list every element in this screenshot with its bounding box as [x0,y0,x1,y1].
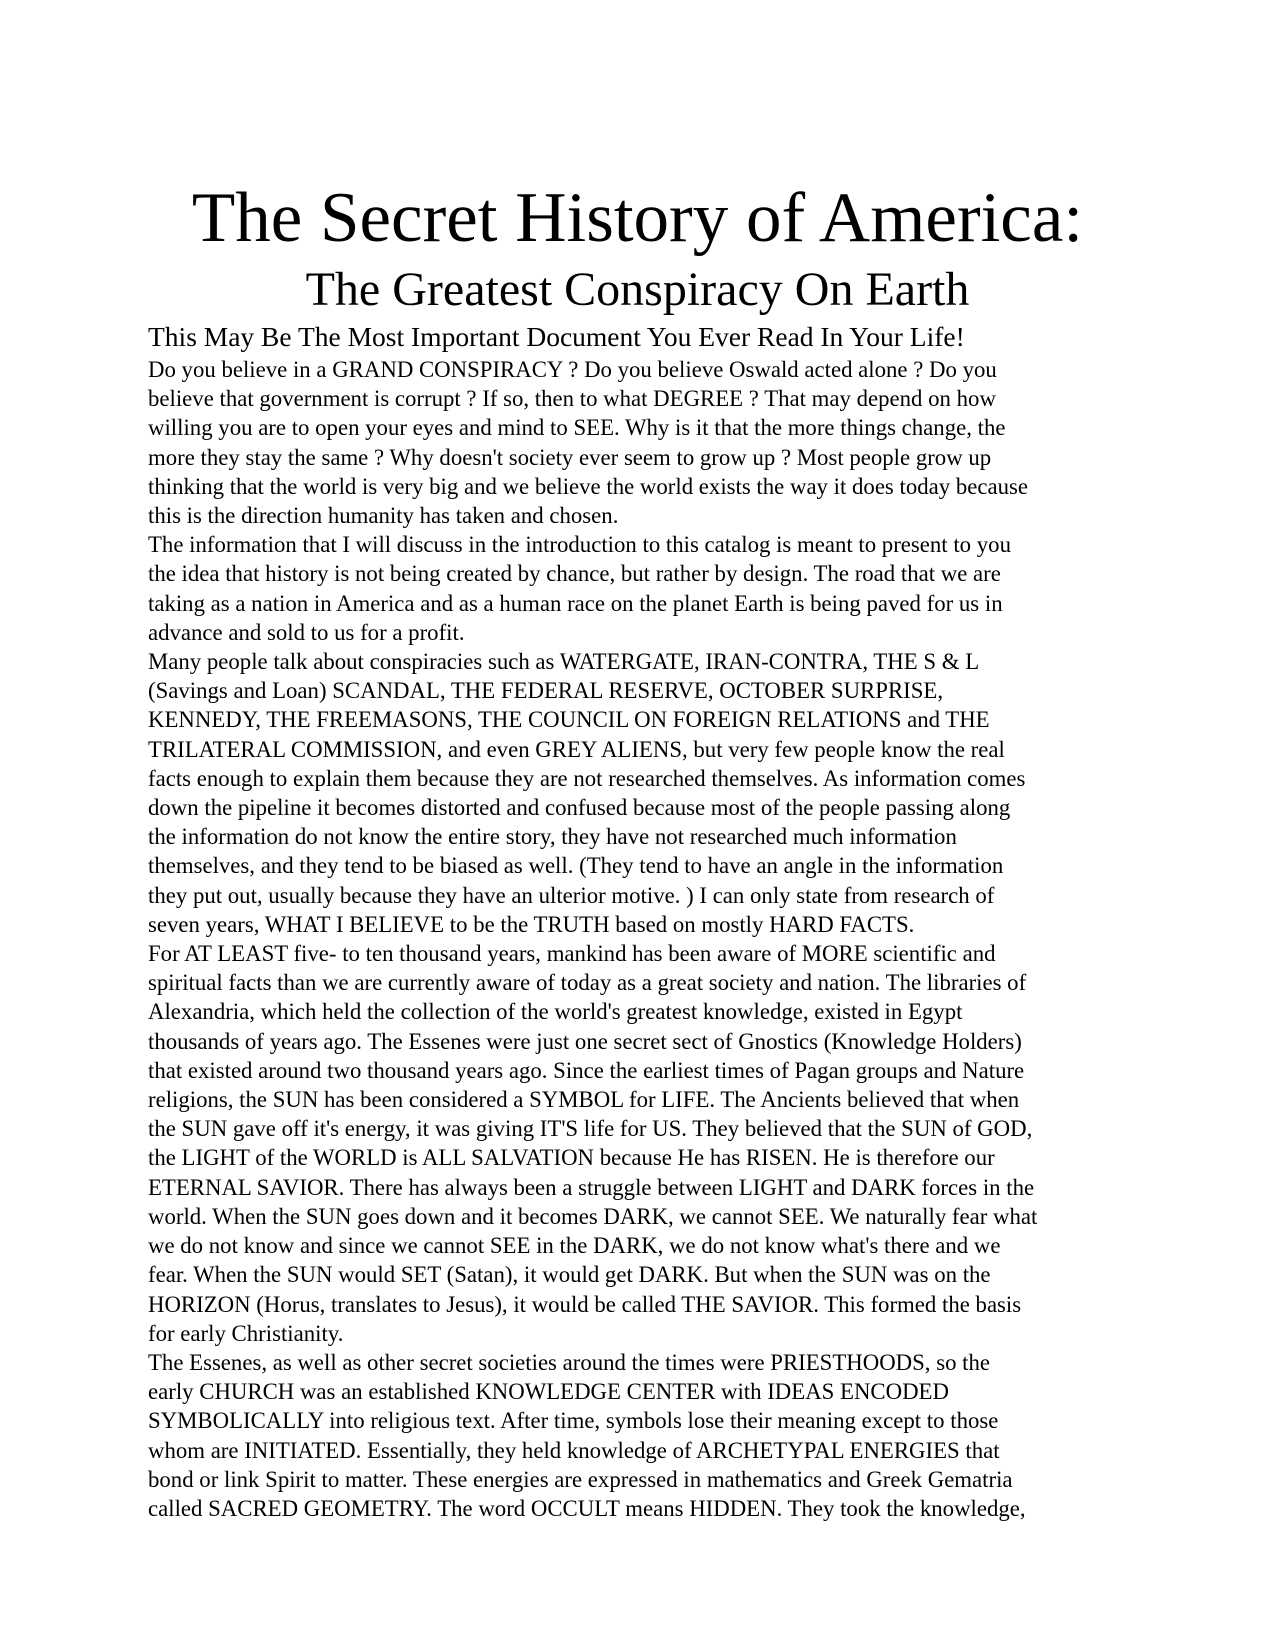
text-line: facts enough to explain them because they are not researched themselves. As information comes [148,765,1026,791]
text-line: For AT LEAST five- to ten thousand years, mankind has been aware of MORE scientific and [148,941,996,967]
text-line: HORIZON (Horus, translates to Jesus), it would be called THE SAVIOR. This formed the basis [148,1291,1022,1317]
text-line: bond or link Spirit to matter. These energies are expressed in mathematics and Greek Gematria [148,1466,1013,1492]
text-line: believe that government is corrupt ? If so, then to what DEGREE ? That may depend on how [148,386,996,412]
paragraph-4 [148,939,1148,1348]
paragraph-5 [148,1348,1148,1523]
text-line: that existed around two thousand years ago. Since the earliest times of Pagan groups and Nature [148,1057,1025,1083]
text-line: this is the direction humanity has taken and chosen. [148,503,619,529]
text-line: Do you believe in a GRAND CONSPIRACY ? Do you believe Oswald acted alone ? Do you [148,357,997,382]
text-line: for early Christianity. [148,1320,344,1346]
text-line: seven years, WHAT I BELIEVE to be the TRUTH based on mostly HARD FACTS. [148,911,915,937]
text-line: SYMBOLICALLY into religious text. After time, symbols lose their meaning except to those [148,1408,999,1434]
text-line: the idea that history is not being created by chance, but rather by design. The road that we are [148,561,1001,587]
body-text [148,355,1148,1523]
text-line: taking as a nation in America and as a human race on the planet Earth is being paved for us in [148,590,1003,616]
paragraph-3 [148,647,1148,939]
text-line: thousands of years ago. The Essenes were just one secret sect of Gnostics (Knowledge Holders) [148,1028,1022,1054]
paragraph-2 [148,530,1148,647]
text-line: they put out, usually because they have an ulterior motive. ) I can only state from research of [148,882,995,908]
text-line: The Essenes, as well as other secret societies around the times were PRIESTHOODS, so the [148,1349,991,1375]
text-line: more they stay the same ? Why doesn't society ever seem to grow up ? Most people grow up [148,444,992,470]
text-line: whom are INITIATED. Essentially, they held knowledge of ARCHETYPAL ENERGIES that [148,1437,1000,1463]
text-line: we do not know and since we cannot SEE in the DARK, we do not know what's there and we [148,1233,1001,1259]
text-line: advance and sold to us for a profit. [148,619,465,645]
paragraph-1 [148,355,1148,530]
document-subtitle: The Greatest Conspiracy On Earth [305,263,970,316]
text-line: ETERNAL SAVIOR. There has always been a struggle between LIGHT and DARK forces in the [148,1174,1035,1200]
text-line: themselves, and they tend to be biased as well. (They tend to have an angle in the information [148,853,1004,879]
text-line: The information that I will discuss in the introduction to this catalog is meant to present to you [148,532,1011,558]
text-line: thinking that the world is very big and we believe the world exists the way it does today because [148,473,1028,499]
text-line: spiritual facts than we are currently aware of today as a great society and nation. The libraries of [148,970,1027,996]
text-line: called SACRED GEOMETRY. The word OCCULT means HIDDEN. They took the knowledge, [148,1495,1026,1521]
document-title: The Secret History of America: [191,179,1084,257]
text-line: Alexandria, which held the collection of the world's greatest knowledge, existed in Egypt [148,999,963,1025]
text-line: the SUN gave off it's energy, it was giving IT'S life for US. They believed that the SUN of GOD, [148,1116,1033,1142]
text-line: down the pipeline it becomes distorted and confused because most of the people passing along [148,795,1011,821]
text-line: fear. When the SUN would SET (Satan), it would get DARK. But when the SUN was on the [148,1262,991,1288]
text-line: TRILATERAL COMMISSION, and even GREY ALIENS, but very few people know the real [148,736,1005,762]
text-line: KENNEDY, THE FREEMASONS, THE COUNCIL ON FOREIGN RELATIONS and THE [148,707,990,733]
text-line: religions, the SUN has been considered a SYMBOL for LIFE. The Ancients believed that when [148,1087,1020,1113]
text-line: the LIGHT of the WORLD is ALL SALVATION because He has RISEN. He is therefore our [148,1145,995,1171]
text-line: early CHURCH was an established KNOWLEDGE CENTER with IDEAS ENCODED [148,1379,949,1405]
text-line: Many people talk about conspiracies such as WATERGATE, IRAN-CONTRA, THE S & L [148,649,980,675]
text-line: the information do not know the entire story, they have not researched much information [148,824,957,850]
text-line: world. When the SUN goes down and it becomes DARK, we cannot SEE. We naturally fear what [148,1203,1038,1229]
lead-statement: This May Be The Most Important Document You Ever Read In Your Life! [148,321,965,352]
text-line: (Savings and Loan) SCANDAL, THE FEDERAL RESERVE, OCTOBER SURPRISE, [148,678,944,704]
text-line: willing you are to open your eyes and mind to SEE. Why is it that the more things change, the [148,415,1006,441]
